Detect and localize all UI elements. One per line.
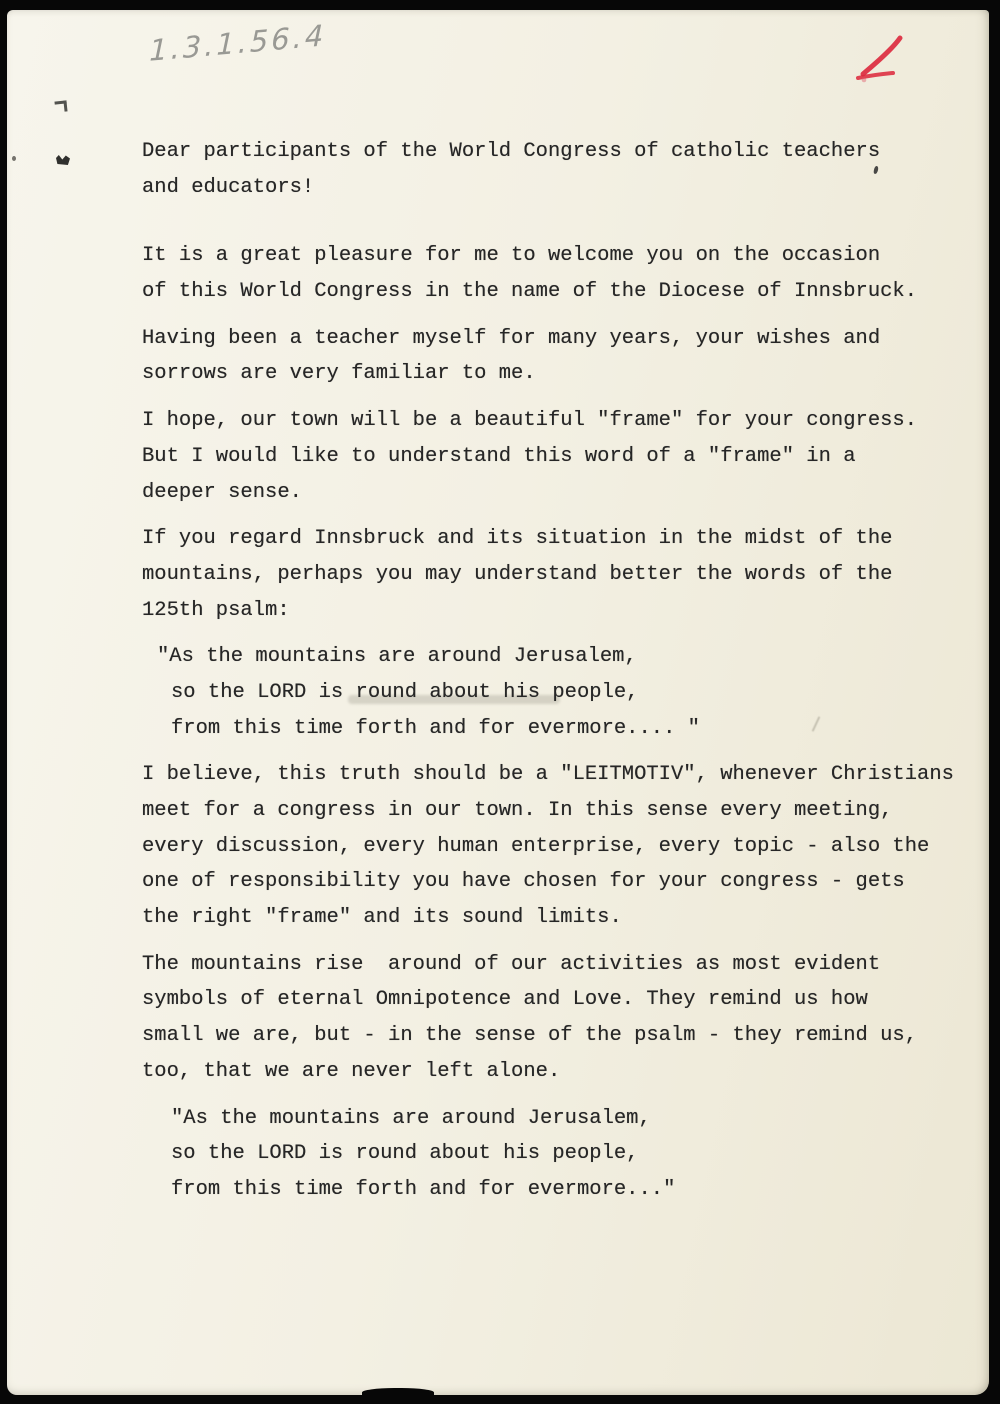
text-line: every discussion, every human enterprise, every topic - also the [142,834,930,858]
text-line: The mountains rise around of our activities as most evident [142,952,881,976]
text-line: too, that we are never left alone. [142,1059,561,1083]
text-line: small we are, but - in the sense of the psalm - they remind us, [142,1024,918,1048]
text-line: I believe, this truth should be a "LEITMOTIV", whenever Christians [142,763,954,787]
scan-border-irregularity [362,1388,434,1398]
text-line: from this time forth and for evermore.... " [171,716,700,740]
text-line: But I would like to understand this word of a "frame" in a [142,444,856,468]
psalm-quote-second [142,1101,974,1208]
text-line: "As the mountains are around Jerusalem, [157,645,637,669]
paragraph-mountains [142,947,974,1090]
ink-speck [54,100,67,112]
ink-speck [56,155,70,165]
text-line: and educators! [142,175,315,199]
psalm-quote-first [142,639,974,746]
scanned-page [7,10,989,1395]
text-line: meet for a congress in our town. In this sense every meeting, [142,799,893,822]
text-line: one of responsibility you have chosen for your congress - gets [142,870,905,894]
text-line: symbols of eternal Omnipotence and Love. They remind us how [142,988,868,1012]
text-line: sorrows are very familiar to me. [142,362,536,386]
salutation [142,134,974,205]
text-line: so the LORD is round about his people, [171,680,639,704]
red-angle-check-mark [848,30,908,86]
text-line: I hope, our town will be a beautiful "frame" for your congress. [142,409,918,433]
text-line: so the LORD is round about his people, [171,1142,639,1166]
paragraph-innsbruck [142,521,974,628]
text-line: from this time forth and for evermore..." [171,1177,676,1201]
text-line: deeper sense. [142,480,302,504]
text-line: If you regard Innsbruck and its situation in the midst of the [142,527,893,551]
text-line: the right "frame" and its sound limits. [142,906,622,930]
paragraph-teacher [142,321,974,392]
text-line: Having been a teacher myself for many years, your wishes and [142,326,881,350]
text-line: 125th psalm: [142,598,290,622]
paragraph-welcome [142,238,974,309]
paragraph-frame [142,403,974,510]
text-line: It is a great pleasure for me to welcome you on the occasion [142,244,881,268]
text-line: mountains, perhaps you may understand better the words of the [142,562,893,586]
text-line: "As the mountains are around Jerusalem, [171,1106,651,1130]
paragraph-leitmotiv [142,757,974,935]
letter-body [142,134,974,1219]
archival-number-handwritten: 1.3.1.56.4 [149,18,327,68]
text-line: Dear participants of the World Congress of catholic teachers [142,140,881,163]
ink-speck [12,156,16,161]
text-line: of this World Congress in the name of the Diocese of Innsbruck. [142,280,918,304]
